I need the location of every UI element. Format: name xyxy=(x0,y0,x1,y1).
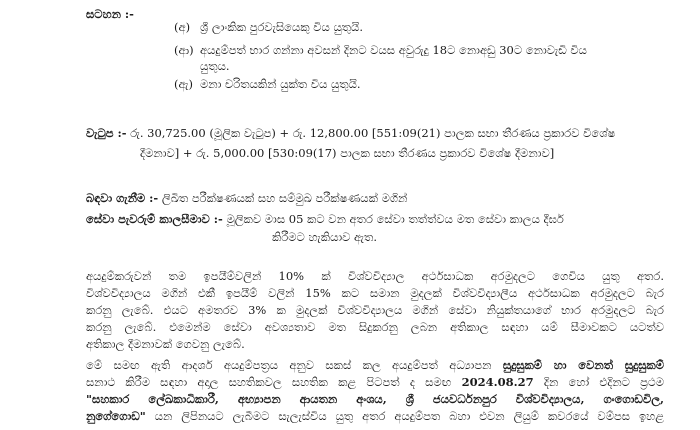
fund-paragraph-line: අතිකාල දීමනාවක් ගෙවනු ලැබේ. xyxy=(86,337,245,351)
application-text: දින හෝ එදිනට ප්‍රථම xyxy=(533,375,664,389)
service-period-text-1: මූලිකව මාස 05 කට වන අතර සේවා තත්ත්වය මත සේවා කාලය දීර්ඝ xyxy=(226,212,564,226)
item-number: (ඇ) xyxy=(174,77,193,91)
qualification-item xyxy=(174,58,230,74)
deadline-date: 2024.08.27 xyxy=(461,375,534,389)
service-period-line-1 xyxy=(86,211,564,227)
item-number: (ආ) xyxy=(174,43,194,57)
item-text: ශ්‍රී ලාංකික පුරවැසියෙකු විය යුතුයි. xyxy=(200,20,363,34)
salary-line-1 xyxy=(86,125,615,141)
application-paragraph-line xyxy=(86,357,664,373)
application-bold-text: සුදුසුකම් හා වෙනත් සුදුසුකම් xyxy=(502,358,664,372)
fund-paragraph-line: කරනු ලැබේ. එයට අමතරව 3% ක මුදලක් විශ්වවිද්‍යාලය මගින් සේවා නියුක්තයාගේ භාර අරමුදලට බැර xyxy=(86,303,664,317)
salary-label: වැටුප :- xyxy=(86,126,127,140)
service-period-line-2: කිරීමට හැකියාව ඇත. xyxy=(272,230,378,244)
item-number: (අ) xyxy=(174,20,191,34)
item-text: මනා චරිතයකින් යුක්ත විය යුතුයි. xyxy=(200,77,361,91)
recruitment-line xyxy=(86,190,407,206)
item-text: යුතුය. xyxy=(200,59,230,73)
salary-text-1: රු. 30,725.00 (මූලික වැටුප) + රු. 12,800.00 [551:09(21) පාලක සභා තීරණය ප්‍රකාරව විශේෂ xyxy=(130,126,616,140)
application-paragraph-line xyxy=(86,374,664,390)
recruitment-label: බඳවා ගැනීම :- xyxy=(86,191,159,205)
qualifications-heading: සටහන :- xyxy=(86,7,134,21)
qualification-item xyxy=(174,19,363,35)
fund-paragraph-line: කරනු ලැබේ. එමෙන්ම සේවා අවශ්‍යතාව මත සිදුකරනු ලබන අතිකාල සඳහා යම් සීමාවකට යටත්ව xyxy=(86,320,664,334)
application-paragraph-line xyxy=(86,408,664,424)
address-city: නුගේගොඩ" xyxy=(86,409,146,423)
qualification-item xyxy=(174,42,587,58)
application-text: යන ලිපිනයට ලැබීමට සැලැස්විය යුතු අතර අයදුම්පත බහා එවන ලියුම් කවරයේ වම්පස ඉහළ xyxy=(145,409,664,423)
item-text: අයදුම්පත් භාර ගන්නා අවසන් දිනට වයස අවුරුදු 18ට නොඅඩු 30ට නොවැඩි විය xyxy=(200,43,587,57)
application-text: සනාථ කිරීම සඳහා අදාල සහතිකවල සහතික කළ පිටපත් ද සමඟ xyxy=(86,375,462,389)
salary-line-2: දීමනාව] + රු. 5,000.00 [530:09(17) පාලක සභා තීරණය ප්‍රකාරව විශේෂ දීමනාව] xyxy=(140,146,555,160)
application-text: මේ සමඟ ඇති ආදර්ශ අයදුම්පත්‍රය අනුව සකස් කල අයදුම්පත් අධ්‍යාපන xyxy=(86,358,503,372)
qualification-item xyxy=(174,76,361,92)
fund-paragraph-line: විශ්වවිද්‍යාලය මගින් එකී ඉපයීම් වලින් 15% කට සමාන මුදලක් විශ්වවිද්‍යාලීය අර්ථසාධක අරමුදලට බැර xyxy=(86,286,664,300)
fund-paragraph-line: අයදුම්කරුවන් තම ඉපයීම්වලින් 10% ක් විශ්වවිද්‍යාල අර්ථසාධක අරමුදලට ගෙවිය යුතු අතර. xyxy=(86,269,664,283)
address-line: "සහකාර ලේඛකාධිකාරී, අභ්‍යාපන ආයතන අංශය, ශ්‍රී ජයවර්ධනපුර විශ්වවිද්‍යාලය, ගංගොඩවිල, xyxy=(86,392,664,406)
service-period-label: සේවා පැවරුම් කාලසීමාව :- xyxy=(86,212,223,226)
recruitment-text: ලිඛිත පරීක්ෂණයක් සහ සම්මුඛ පරීක්ෂණයක් මගින් xyxy=(161,191,408,205)
